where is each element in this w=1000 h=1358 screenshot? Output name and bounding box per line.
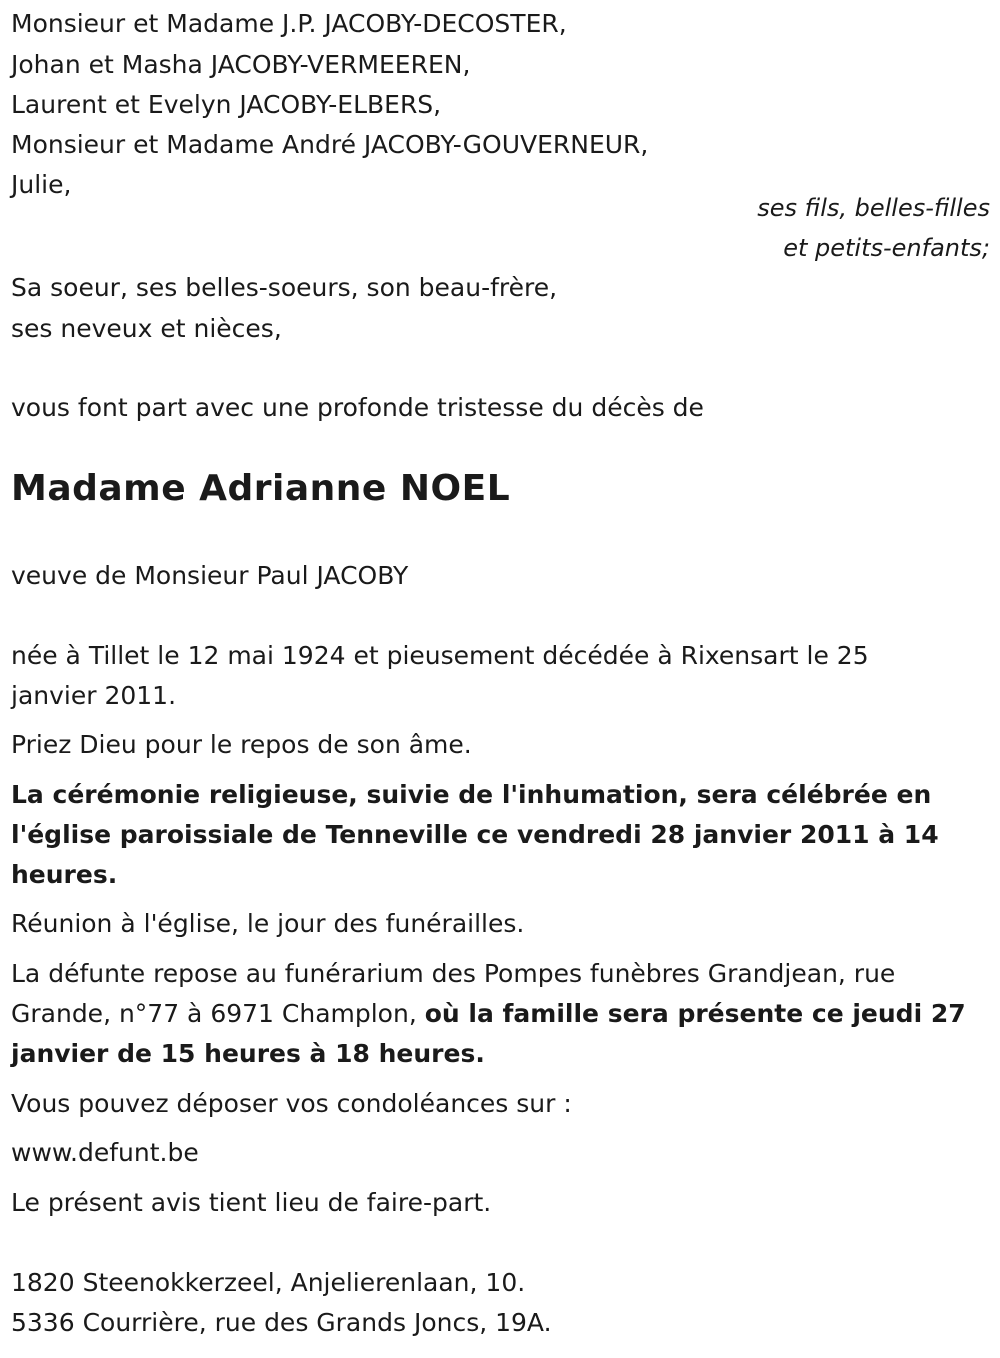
deceased-name: Madame Adrianne NOEL (11, 468, 511, 509)
announcement-text: vous font part avec une profonde tristesse du décès de (11, 393, 704, 422)
address-line-1: 1820 Steenokkerzeel, Anjelierenlaan, 10. (11, 1268, 526, 1297)
relation-line-2: et petits-enfants; (783, 234, 990, 262)
birth-death-line-1: née à Tillet le 12 mai 1924 et pieusement décédée à Rixensart le 25 (11, 641, 869, 670)
ceremony-line-3: heures. (11, 860, 118, 889)
family-line-4: Monsieur et Madame André JACOBY-GOUVERNEUR, (11, 130, 649, 159)
funerarium-line-3: janvier de 15 heures à 18 heures. (11, 1039, 485, 1068)
reunion-text: Réunion à l'église, le jour des funérailles. (11, 909, 525, 938)
funerarium-line-1: La défunte repose au funérarium des Pompes funèbres Grandjean, rue (11, 959, 896, 988)
prayer-text: Priez Dieu pour le repos de son âme. (11, 730, 472, 759)
family-line-2: Johan et Masha JACOBY-VERMEEREN, (11, 50, 471, 79)
ceremony-line-1: La cérémonie religieuse, suivie de l'inhumation, sera célébrée en (11, 780, 932, 809)
family-line-3: Laurent et Evelyn JACOBY-ELBERS, (11, 90, 442, 119)
funerarium-address-text: Grande, n°77 à 6971 Champlon, (11, 999, 425, 1028)
relatives-line-2: ses neveux et nièces, (11, 314, 282, 343)
family-line-5: Julie, (11, 170, 72, 199)
family-presence-text: où la famille sera présente ce jeudi 27 (424, 999, 966, 1028)
relation-line-1: ses fils, belles-filles (757, 194, 990, 222)
funerarium-line-2 (11, 994, 966, 1034)
notice-text: Le présent avis tient lieu de faire-part. (11, 1188, 492, 1217)
family-line-1: Monsieur et Madame J.P. JACOBY-DECOSTER, (11, 9, 567, 38)
address-line-2: 5336 Courrière, rue des Grands Joncs, 19A. (11, 1308, 552, 1337)
condolences-text: Vous pouvez déposer vos condoléances sur : (11, 1089, 572, 1118)
ceremony-line-2: l'église paroissiale de Tenneville ce vendredi 28 janvier 2011 à 14 (11, 820, 939, 849)
relatives-line-1: Sa soeur, ses belles-soeurs, son beau-frère, (11, 273, 558, 302)
birth-death-line-2: janvier 2011. (11, 681, 177, 710)
website-link[interactable]: www.defunt.be (11, 1138, 199, 1167)
widow-of-text: veuve de Monsieur Paul JACOBY (11, 561, 409, 590)
